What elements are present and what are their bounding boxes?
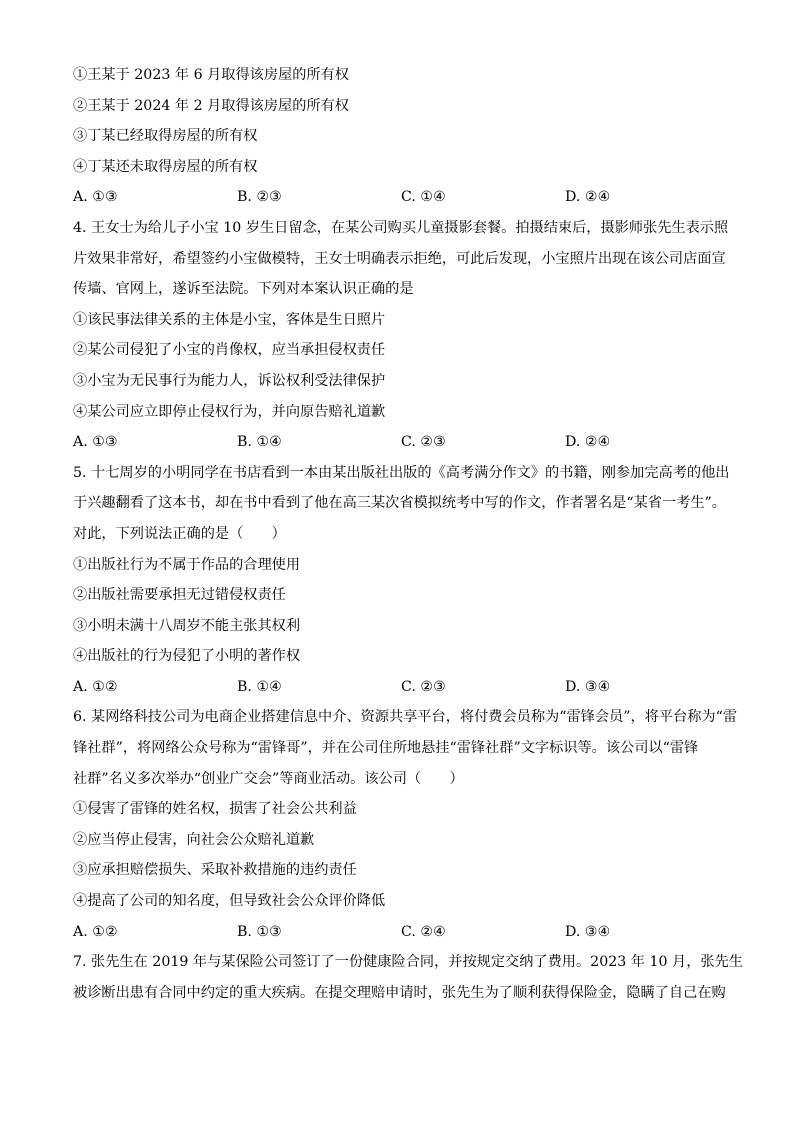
q4-option-a[interactable]: A. ①③ [73, 434, 118, 451]
q3-option-d[interactable]: D. ②④ [565, 189, 611, 206]
q4-item-1: ①该民事法律关系的主体是小宝，客体是生日照片 [73, 311, 386, 328]
q5-option-a[interactable]: A. ①② [73, 678, 118, 695]
q7-stem-line-2: 被诊断出患有合同中约定的重大疾病。在提交理赔申请时，张先生为了顺利获得保险金，隐瞒了自己在购 [73, 984, 726, 1001]
q5-option-d[interactable]: D. ③④ [565, 678, 611, 695]
q6-stem-line-2: 锋社群”，将网络公众号称为“雷锋哥”，并在公司住所地悬挂“雷锋社群”文字标识等。该公司以“雷锋 [73, 740, 699, 757]
q5-item-2: ②出版社需要承担无过错侵权责任 [73, 587, 286, 604]
q4-option-d[interactable]: D. ②④ [565, 434, 611, 451]
q5-option-c[interactable]: C. ②③ [401, 678, 446, 695]
q6-option-a[interactable]: A. ①② [73, 923, 118, 940]
q6-option-c[interactable]: C. ②④ [401, 923, 446, 940]
q3-item-2: ②王某于 2024 年 2 月取得该房屋的所有权 [73, 97, 349, 114]
q3-item-1: ①王某于 2023 年 6 月取得该房屋的所有权 [73, 67, 349, 83]
q3-option-c[interactable]: C. ①④ [401, 189, 446, 206]
q4-item-2: ②某公司侵犯了小宝的肖像权，应当承担侵权责任 [73, 342, 386, 359]
q6-item-3: ③应承担赔偿损失、采取补救措施的违约责任 [73, 862, 357, 879]
q4-stem-line-3: 传墙、官网上，遂诉至法院。下列对本案认识正确的是 [73, 281, 414, 298]
q3-item-3: ③丁某已经取得房屋的所有权 [73, 128, 258, 145]
q6-item-2: ②应当停止侵害，向社会公众赔礼道歉 [73, 831, 315, 848]
q5-options [73, 672, 733, 703]
q6-options [73, 917, 733, 948]
q5-item-3: ③小明未满十八周岁不能主张其权利 [73, 617, 301, 634]
q4-stem-line-1: 4. 王女士为给儿子小宝 10 岁生日留念，在某公司购买儿童摄影套餐。拍摄结束后，摄影师张先生表示照 [73, 219, 729, 236]
q4-option-b[interactable]: B. ①④ [237, 434, 282, 451]
q4-stem-line-2: 片效果非常好，希望签约小宝做模特，王女士明确表示拒绝，可此后发现，小宝照片出现在该公司店面宣 [73, 250, 726, 267]
q5-item-4: ④出版社的行为侵犯了小明的著作权 [73, 648, 301, 665]
q5-option-b[interactable]: B. ①④ [237, 678, 282, 695]
q5-stem-line-3: 对此，下列说法正确的是（ ） [73, 525, 286, 542]
q6-option-d[interactable]: D. ③④ [565, 923, 611, 940]
q5-item-1: ①出版社行为不属于作品的合理使用 [73, 556, 301, 573]
q3-options [73, 182, 733, 213]
q5-stem-line-1: 5. 十七周岁的小明同学在书店看到一本由某出版社出版的《高考满分作文》的书籍，刚参加完高考的他出 [73, 464, 730, 481]
q4-option-c[interactable]: C. ②③ [401, 434, 446, 451]
q6-stem-line-3: 社群”名义多次举办“创业广交会”等商业活动。该公司（ ） [73, 770, 464, 787]
q6-item-4: ④提高了公司的知名度，但导致社会公众评价降低 [73, 893, 386, 910]
q3-option-a[interactable]: A. ①③ [73, 189, 118, 206]
q3-option-b[interactable]: B. ②③ [237, 189, 282, 206]
document-page [73, 60, 743, 1008]
q6-item-1: ①侵害了雷锋的姓名权，损害了社会公共利益 [73, 801, 357, 818]
q7-stem-line-1: 7. 张先生在 2019 年与某保险公司签订了一份健康险合同，并按规定交纳了费用。2023 年 10 月，张先生 [73, 954, 743, 971]
q5-stem-line-2: 于兴趣翻看了这本书，却在书中看到了他在高三某次省模拟统考中写的作文，作者署名是“某省一考生”。 [73, 495, 726, 512]
q4-item-3: ③小宝为无民事行为能力人，诉讼权利受法律保护 [73, 372, 386, 389]
q6-option-b[interactable]: B. ①③ [237, 923, 282, 940]
q3-item-4: ④丁某还未取得房屋的所有权 [73, 158, 258, 175]
q6-stem-line-1: 6. 某网络科技公司为电商企业搭建信息中介、资源共享平台，将付费会员称为“雷锋会员”，将平台称为“雷 [73, 709, 738, 726]
q4-options [73, 427, 733, 458]
q4-item-4: ④某公司应立即停止侵权行为，并向原告赔礼道歉 [73, 403, 386, 420]
